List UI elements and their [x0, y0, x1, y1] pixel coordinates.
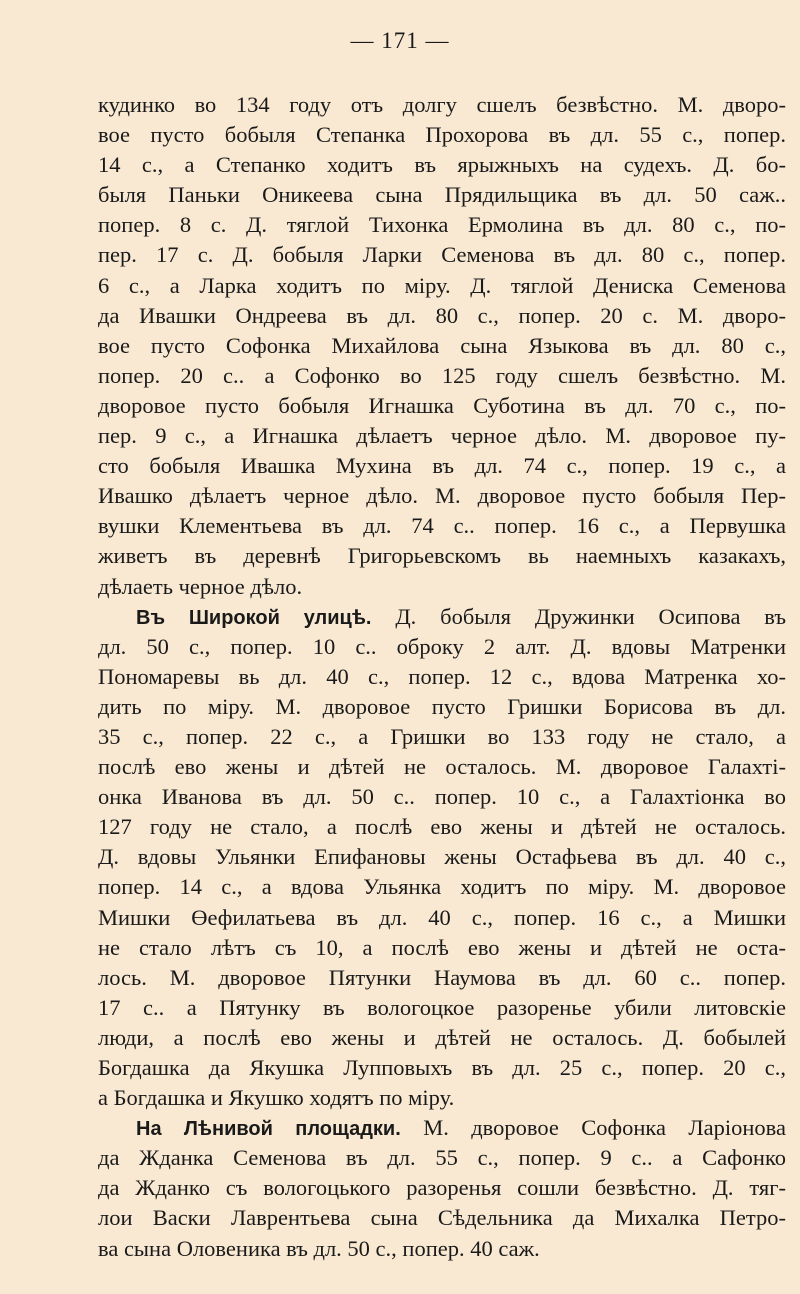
- line-text: быля Паньки Оникеева сына Прядильщика въ дл. 50 саж..: [98, 182, 786, 208]
- line-text: вое пусто Софонка Михайлова сына Языкова въ дл. 80 с.,: [98, 332, 786, 358]
- page-body: [98, 90, 786, 1264]
- text-line: [98, 1113, 786, 1143]
- line-text: дить по міру. М. дворовое пусто Гришки Борисова въ дл.: [98, 693, 786, 719]
- line-text: живетъ въ деревнѣ Григорьевскомъ вь наемныхъ казакахъ,: [98, 543, 786, 569]
- text-line: [98, 1173, 786, 1203]
- text-line: [98, 903, 786, 933]
- text-line: [98, 271, 786, 301]
- line-text: М. дворовое Софонка Ларіонова: [423, 1115, 786, 1141]
- text-line: [98, 782, 786, 812]
- line-text: Ивашко дѣлаетъ черное дѣло. М. дворовое пусто бобыля Пер-: [98, 483, 786, 509]
- text-line: [98, 812, 786, 842]
- text-line: [98, 1053, 786, 1083]
- text-line: [98, 541, 786, 571]
- text-line: [98, 90, 786, 120]
- line-text: Д. бобыля Дружинки Осипова въ: [395, 603, 786, 629]
- text-line: [98, 451, 786, 481]
- line-text: Д. вдовы Ульянки Епифановы жены Остафьева въ дл. 40 с.,: [98, 844, 786, 870]
- text-line: [98, 240, 786, 270]
- line-text: пер. 9 с., а Игнашка дѣлаетъ черное дѣло. М. дворовое пу-: [98, 423, 786, 449]
- line-text: кудинко во 134 году отъ долгу сшелъ безвѣстно. М. дворо-: [98, 92, 786, 117]
- line-text: Богдашка да Якушка Лупповыхъ въ дл. 25 с., попер. 20 с.,: [98, 1055, 786, 1080]
- text-line: [98, 722, 786, 752]
- text-line: [98, 210, 786, 240]
- line-text: 14 с., а Степанко ходитъ въ ярыжныхъ на судехъ. Д. бо-: [98, 152, 786, 178]
- line-text: да Жданко съ вологоцького разоренья сошли безвѣстно. Д. тяг-: [98, 1175, 786, 1201]
- text-line: [98, 963, 786, 993]
- text-line: [98, 391, 786, 421]
- text-line: [98, 481, 786, 511]
- text-line: [98, 752, 786, 782]
- text-line: [98, 1203, 786, 1233]
- line-text: а Богдашка и Якушко ходятъ по міру.: [98, 1085, 455, 1111]
- line-text: да Жданка Семенова въ дл. 55 с., попер. 9 с.. а Сафонко: [98, 1145, 786, 1171]
- line-text: онка Иванова въ дл. 50 с.. попер. 10 с., а Галахтіонка во: [98, 784, 786, 810]
- line-text: да Ивашки Ондреева въ дл. 80 с., попер. 20 с. М. дворо-: [98, 302, 786, 328]
- line-text: Мишки Өефилатьева въ дл. 40 с., попер. 16 с., а Мишки: [98, 904, 786, 930]
- line-text: сто бобыля Ивашка Мухина въ дл. 74 с., попер. 19 с., а: [98, 453, 786, 479]
- text-line: [98, 180, 786, 210]
- text-line: [98, 572, 786, 602]
- text-line: [98, 662, 786, 692]
- text-line: [98, 933, 786, 963]
- line-text: Пономаревы вь дл. 40 с., попер. 12 с., вдова Матренка хо-: [98, 663, 786, 689]
- text-line: [98, 993, 786, 1023]
- text-line: [98, 511, 786, 541]
- text-line: [98, 361, 786, 391]
- text-line: [98, 1234, 786, 1264]
- text-line: [98, 150, 786, 180]
- line-text: дворовое пусто бобыля Игнашка Суботина въ дл. 70 с., по-: [98, 392, 786, 418]
- text-line: [98, 692, 786, 722]
- line-text: ва сына Оловеника въ дл. 50 с., попер. 40 саж.: [98, 1235, 540, 1261]
- line-text: вушки Клементьева въ дл. 74 с.. попер. 16 с., а Первушка: [98, 513, 786, 539]
- text-line: [98, 1143, 786, 1173]
- text-line: [98, 1083, 786, 1113]
- text-line: [98, 301, 786, 331]
- text-line: [98, 602, 786, 632]
- line-text: вое пусто бобыля Степанка Прохорова въ дл. 55 с., попер.: [98, 122, 786, 148]
- line-text: попер. 8 с. Д. тяглой Тихонка Ермолина въ дл. 80 с., по-: [98, 212, 786, 238]
- line-text: попер. 20 с.. а Софонко во 125 году сшелъ безвѣстно. М.: [98, 362, 786, 388]
- section-heading: На Лѣнивой площадки.: [136, 1118, 401, 1141]
- line-text: лои Васки Лаврентьева сына Сѣдельника да Михалка Петро-: [98, 1205, 786, 1231]
- line-text: лось. М. дворовое Пятунки Наумова въ дл. 60 с.. попер.: [98, 964, 786, 990]
- text-line: [98, 120, 786, 150]
- line-text: 127 году не стало, а послѣ ево жены и дѣтей не осталось.: [98, 814, 786, 840]
- text-line: [98, 331, 786, 361]
- section-heading: Въ Широкой улицѣ.: [136, 606, 372, 629]
- line-text: 35 с., попер. 22 с., а Гришки во 133 году не стало, а: [98, 723, 786, 749]
- line-text: дѣлаеть черное дѣло.: [98, 573, 303, 599]
- page-number-header: — 171 —: [350, 28, 450, 53]
- line-text: попер. 14 с., а вдова Ульянка ходитъ по міру. М. дворовое: [98, 874, 786, 900]
- line-text: пер. 17 с. Д. бобыля Ларки Семенова въ дл. 80 с., попер.: [98, 242, 786, 268]
- text-line: [98, 421, 786, 451]
- line-text: дл. 50 с., попер. 10 с.. оброку 2 алт. Д. вдовы Матренки: [98, 633, 786, 659]
- text-line: [98, 1023, 786, 1053]
- line-text: не стало лѣтъ съ 10, а послѣ ево жены и дѣтей не оста-: [98, 934, 786, 960]
- line-text: послѣ ево жены и дѣтей не осталось. М. дворовое Галахті-: [98, 754, 786, 780]
- text-line: [98, 632, 786, 662]
- line-text: люди, а послѣ ево жены и дѣтей не осталось. Д. бобылей: [98, 1024, 786, 1050]
- line-text: 17 с.. а Пятунку въ вологоцкое разоренье убили литовскіе: [98, 994, 786, 1020]
- text-line: [98, 872, 786, 902]
- text-line: [98, 842, 786, 872]
- line-text: 6 с., а Ларка ходитъ по міру. Д. тяглой Дениска Семенова: [98, 272, 786, 298]
